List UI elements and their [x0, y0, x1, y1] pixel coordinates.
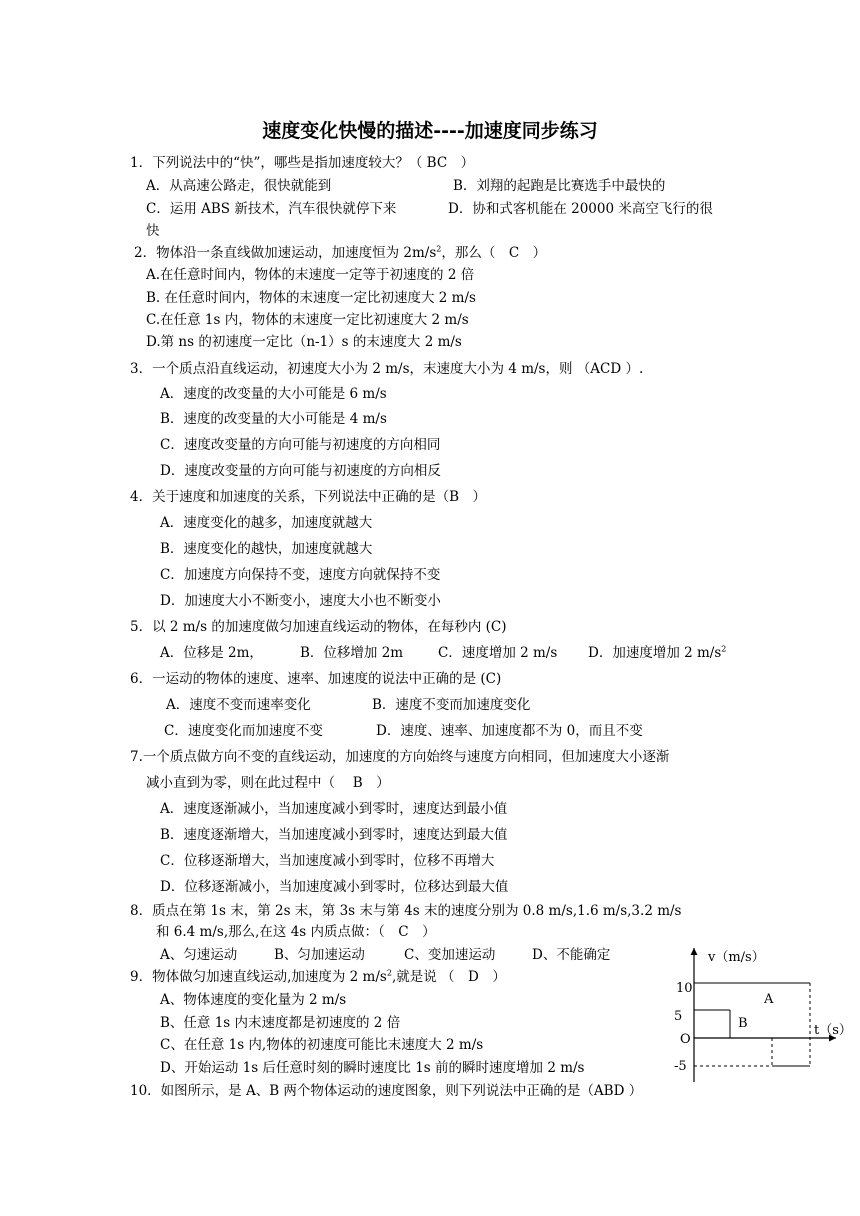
x-axis-label: t（s） — [814, 1023, 852, 1038]
q4-option-d: D．加速度大小不断变小，速度大小也不断变小 — [160, 593, 441, 609]
q3-option-d: D．速度改变量的方向可能与初速度的方向相反 — [160, 463, 441, 479]
q2-option-c: C.在任意 1s 内，物体的末速度一定比初速度大 2 m/s — [146, 312, 469, 328]
q1-option-b: B．刘翔的起跑是比赛选手中最快的 — [453, 178, 666, 194]
q3-stem: 3．一个质点沿直线运动，初速度大小为 2 m/s，末速度大小为 4 m/s，则 （ACD ）. — [130, 361, 644, 377]
q9-stem-text: 9．物体做匀加速直线运动,加速度为 2 m/s — [130, 969, 387, 985]
q6-option-d: D．速度、速率、加速度都不为 0，而且不变 — [376, 723, 643, 739]
q2-stem-answer: ，那么（ C ） — [441, 245, 547, 261]
series-a-label: A — [764, 992, 774, 1007]
q6-stem: 6．一运动的物体的速度、速率、加速度的说法中正确的是 (C) — [130, 671, 502, 687]
y-tick-neg5: -5 — [674, 1059, 687, 1074]
y-tick-10: 10 — [676, 981, 693, 996]
q9-stem-answer: ,就是说 （ D ） — [391, 969, 506, 985]
q8-stem: 8．质点在第 1s 末，第 2s 末，第 3s 末与第 4s 末的速度分别为 0.8 m/s,1.6 m/s,3.2 m/s — [130, 903, 682, 919]
q7-option-b: B．速度逐渐增大，当加速度减小到零时，速度达到最大值 — [160, 827, 508, 843]
q4-stem: 4．关于速度和加速度的关系，下列说法中正确的是（B ） — [130, 489, 487, 505]
q10-stem: 10．如图所示，是 A、B 两个物体运动的速度图象，则下列说法中正确的是（ABD ） — [130, 1083, 643, 1099]
q8-stem-cont: 和 6.4 m/s,那么,在这 4s 内质点做：（ C ） — [156, 924, 436, 940]
q5-option-a: A．位移是 2m， — [160, 645, 263, 661]
q2-stem-text: 2．物体沿一条直线做加速运动，加速度恒为 2m/s — [134, 245, 437, 261]
q4-option-b: B．速度变化的越快，加速度就越大 — [160, 541, 373, 557]
q1-stem: 1．下列说法中的“快”，哪些是指加速度较大？（ BC ） — [130, 155, 475, 171]
q8-option-b: B、匀加速运动 — [274, 947, 365, 963]
q8-option-c: C、变加速运动 — [404, 947, 496, 963]
q6-option-b: B．速度不变而加速度变化 — [372, 697, 531, 713]
q2-option-a: A.在任意时间内，物体的末速度一定等于初速度的 2 倍 — [146, 267, 475, 283]
q2-option-b: B. 在任意时间内，物体的末速度一定比初速度大 2 m/s — [146, 290, 476, 306]
q2-option-d: D.第 ns 的初速度一定比（n-1）s 的末速度大 2 m/s — [146, 334, 462, 350]
q3-option-c: C．速度改变量的方向可能与初速度的方向相同 — [160, 437, 441, 453]
page-title: 速度变化快慢的描述----加速度同步练习 — [262, 120, 598, 142]
q5-option-c: C．速度增加 2 m/s — [438, 645, 558, 661]
q7-option-d: D．位移逐渐减小，当加速度减小到零时，位移达到最大值 — [160, 879, 509, 895]
q7-stem: 7.一个质点做方向不变的直线运动，加速度的方向始终与速度方向相同，但加速度大小逐渐 — [130, 749, 670, 765]
q9-option-b: B、任意 1s 内末速度都是初速度的 2 倍 — [160, 1015, 401, 1031]
q4-option-c: C．加速度方向保持不变，速度方向就保持不变 — [160, 567, 441, 583]
q5-stem: 5．以 2 m/s 的加速度做匀加速直线运动的物体，在每秒内 (C) — [130, 619, 507, 635]
q7-option-c: C．位移逐渐增大，当加速度减小到零时，位移不再增大 — [160, 853, 495, 869]
q9-option-a: A、物体速度的变化量为 2 m/s — [160, 992, 347, 1008]
q8-option-a: A、匀速运动 — [160, 947, 238, 963]
q9-stem-exponent: 2 — [386, 968, 392, 978]
y-tick-5: 5 — [674, 1009, 683, 1024]
series-b-label: B — [738, 1016, 748, 1031]
q1-option-d: D．协和式客机能在 20000 米高空飞行的很 — [448, 201, 713, 217]
origin-label: O — [680, 1032, 691, 1047]
y-axis-label: v（m/s） — [708, 950, 765, 965]
q3-option-b: B．速度的改变量的大小可能是 4 m/s — [160, 411, 387, 427]
q2-stem — [134, 243, 546, 263]
q1-option-d-cont: 快 — [146, 223, 160, 239]
q6-option-c: C．速度变化而加速度不变 — [164, 723, 323, 739]
q1-option-c: C．运用 ABS 新技术，汽车很快就停下来 — [146, 201, 397, 217]
q2-stem-exponent: 2 — [436, 244, 442, 254]
q7-option-a: A．速度逐渐减小，当加速度减小到零时，速度达到最小值 — [160, 801, 508, 817]
q5-option-b: B．位移增加 2m — [300, 645, 404, 661]
q7-stem-cont: 减小直到为零，则在此过程中（ B ） — [146, 775, 390, 791]
q9-option-c: C、在任意 1s 内,物体的初速度可能比末速度大 2 m/s — [160, 1037, 484, 1053]
q3-option-a: A．速度的改变量的大小可能是 6 m/s — [160, 386, 387, 402]
q5-option-d-exponent: 2 — [721, 644, 727, 654]
q4-option-a: A．速度变化的越多，加速度就越大 — [160, 515, 373, 531]
velocity-time-graph — [660, 940, 860, 1090]
q8-option-d: D、不能确定 — [532, 947, 611, 963]
q9-stem — [130, 967, 506, 987]
q6-option-a: A．速度不变而速率变化 — [166, 697, 311, 713]
q1-option-a: A．从高速公路走，很快就能到 — [146, 178, 332, 194]
q9-option-d: D、开始运动 1s 后任意时刻的瞬时速度比 1s 前的瞬时速度增加 2 m/s — [160, 1060, 585, 1076]
q5-option-d — [588, 643, 726, 663]
q5-option-d-text: D．加速度增加 2 m/s — [588, 645, 722, 661]
